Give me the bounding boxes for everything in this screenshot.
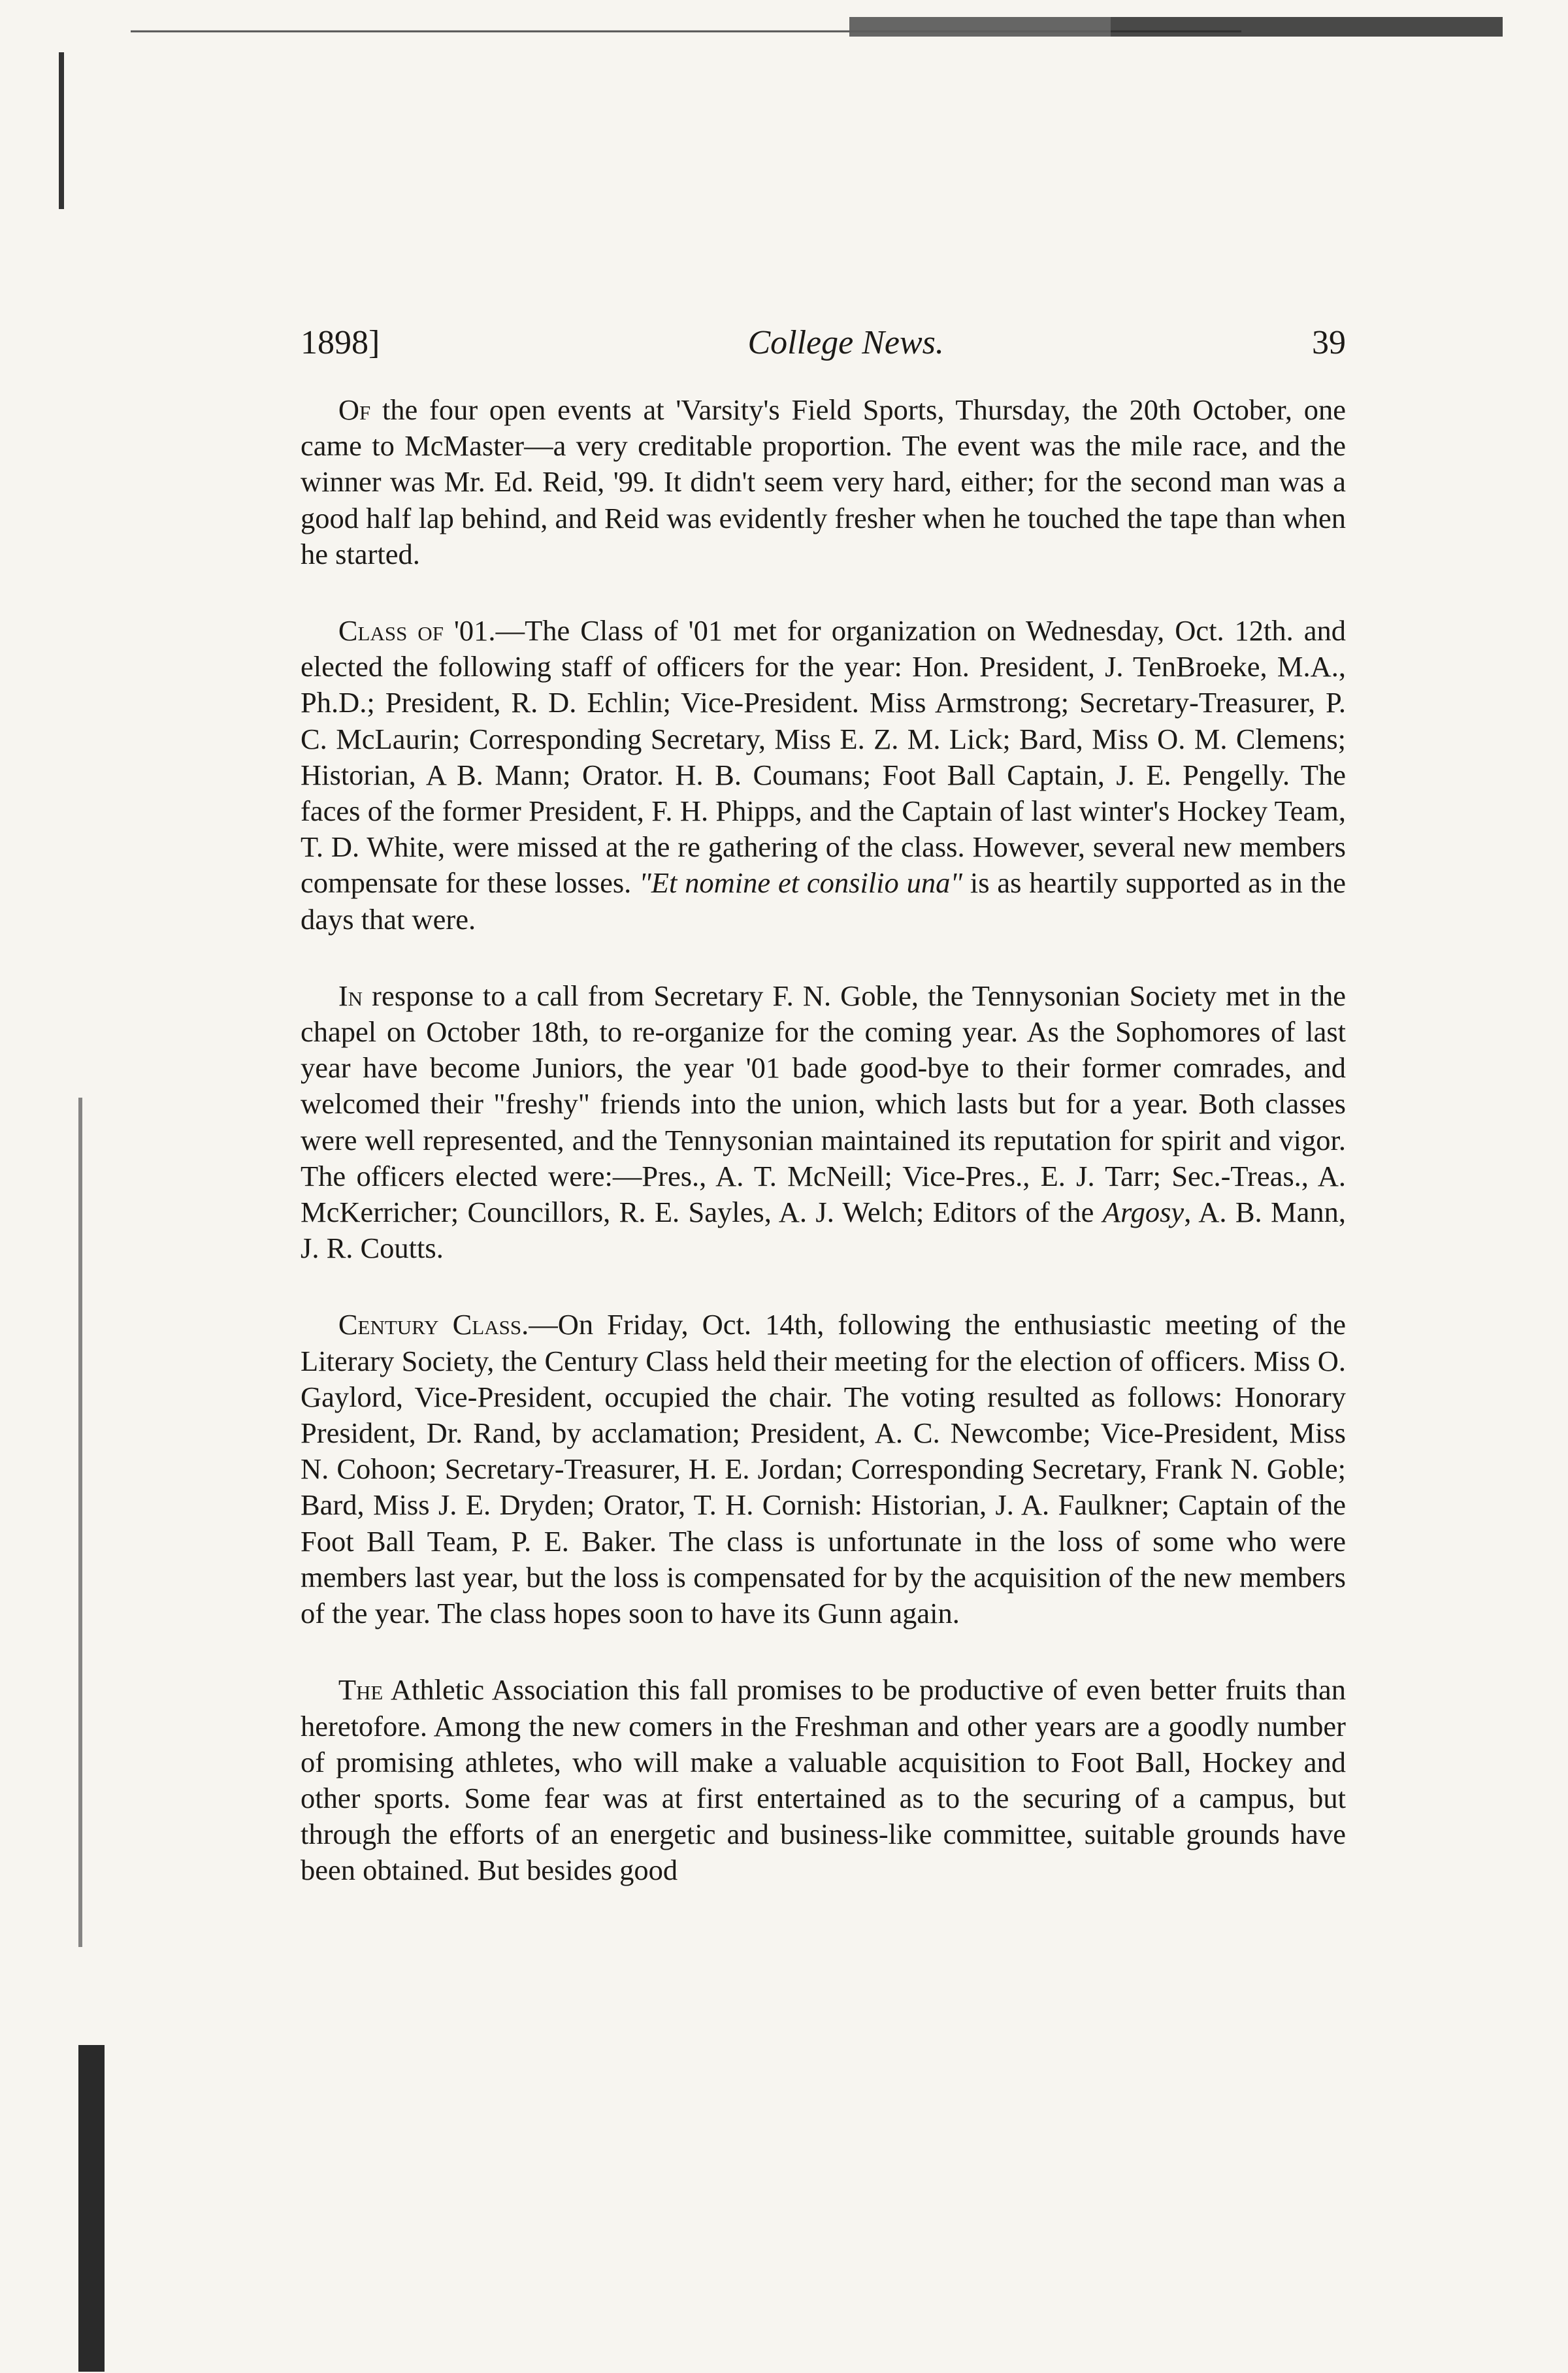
paragraph-lead: Class of '01. [338, 614, 496, 647]
page-content [301, 320, 1346, 1929]
paragraph-tail: , A. B. Mann, J. R. Coutts. [301, 1196, 1346, 1265]
paragraph-italic: Argosy [1102, 1196, 1184, 1229]
paragraph-varsity-sports [301, 392, 1346, 572]
running-head [301, 320, 1346, 366]
paragraph-text: Athletic Association this fall promises to be productive of even better fruits than heretofore. Among the new comers in the Freshman and other years are a goodly number of promising athletes, who will make a valuable acquisition to Foot Ball, Hockey and other sports. Some fear was at first entertained as to the securing of a campus, but through the efforts of an energetic and business-like committee, suitable grounds have been obtained. But besides good [301, 1673, 1346, 1887]
paragraph-text: —On Friday, Oct. 14th, following the enthusiastic meeting of the Literary Society, the Century Class held their meeting for the election of officers. Miss O. Gaylord, Vice-President, occupied the chair. The voting resulted as follows: Honorary President, Dr. Rand, by acclamation; President, A. C. Newcombe; Vice-President, Miss N. Cohoon; Secretary-Treasurer, H. E. Jordan; Corresponding Secretary, Frank N. Goble; Bard, Miss J. E. Dryden; Orator, T. H. Cornish: Historian, J. A. Faulkner; Captain of the Foot Ball Team, P. E. Baker. The class is unfortunate in the loss of some who were members last year, but the loss is compensated for by the acquisition of the new members of the year. The class hopes soon to have its Gunn again. [301, 1308, 1346, 1630]
paragraph-lead: In [338, 979, 363, 1012]
paragraph-motto: "Et nomine et consilio una" [631, 866, 970, 900]
paragraph-text: —The Class of '01 met for organization on Wednesday, Oct. 12th. and elected the following staff of officers for the year: Hon. President, J. TenBroeke, M.A., Ph.D.; President, R. D. Echlin; Vice-President. Miss Armstrong; Secretary-Treasurer, P. C. McLaurin; Corresponding Secretary, Miss E. Z. M. Lick; Bard, Miss O. M. Clemens; Historian, A B. Mann; Orator. H. B. Coumans; Foot Ball Captain, J. E. Pengelly. The faces of the former President, F. H. Phipps, and the Captain of last winter's Hockey Team, T. D. White, were missed at the re gathering of the class. However, several new members compensate for these losses. [301, 614, 1347, 900]
paragraph-lead: The [338, 1673, 384, 1707]
paragraph-tennysonian [301, 978, 1346, 1267]
paragraph-century-class [301, 1307, 1346, 1631]
header-title: College News. [747, 324, 944, 361]
paragraph-lead: Of [338, 393, 371, 426]
paragraph-text: response to a call from Secretary F. N. Goble, the Tennysonian Society met in the chapel on October 18th, to re-organize for the coming year. As the Sophomores of last year have become Juniors, the year '01 bade good-bye to their former comrades, and welcomed their "freshy" friends into the union, which lasts but for a year. Both classes were well represented, and the Tennysonian maintained its reputation for spirit and vigor. The officers elected were:—Pres., A. T. McNeill; Vice-Pres., E. J. Tarr; Sec.-Treas., A. McKerricher; Councillors, R. E. Sayles, A. J. Welch; Editors of the [301, 979, 1346, 1229]
paragraph-tail: is as heartily supported as in the days that were. [301, 866, 1346, 936]
paragraph-lead: Century Class. [338, 1308, 529, 1341]
page-number: 39 [1312, 324, 1346, 361]
scan-top-edge [131, 13, 1503, 46]
paragraph-text: the four open events at 'Varsity's Field Sports, Thursday, the 20th October, one came to McMaster—a very creditable proportion. The event was the mile race, and the winner was Mr. Ed. Reid, '99. It didn't seem very hard, either; for the second man was a good half lap behind, and Reid was evidently fresher when he touched the tape than when he started. [301, 393, 1346, 570]
scan-binding-edge [59, 52, 118, 2373]
paragraph-class-of-01 [301, 613, 1346, 938]
header-year: 1898] [301, 324, 380, 361]
paragraph-athletic-association [301, 1672, 1346, 1888]
